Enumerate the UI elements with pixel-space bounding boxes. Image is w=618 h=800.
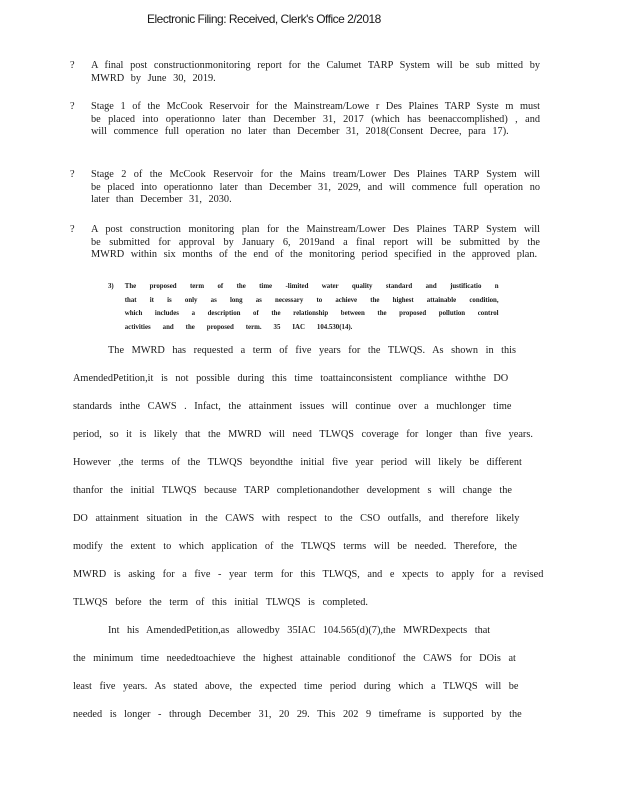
- body-line: The MWRD has requested a term of five years for the TLWQS. As shown in this: [108, 345, 517, 356]
- body-line: period, so it is likely that the MWRD will need TLWQS coverage for longer than five years.: [73, 429, 533, 440]
- body-line: least five years. As stated above, the expected time period during which a TLWQS will be: [73, 681, 519, 692]
- body-line: AmendedPetition,it is not possible during this time toattainconsistent compliance withthe DO: [73, 373, 509, 384]
- body-line: TLWQS before the term of this initial TLWQS is completed.: [73, 597, 368, 608]
- body-line: DO attainment situation in the CAWS with respect to the CSO outfalls, and therefore likely: [73, 513, 520, 524]
- bullet-text: Stage 1 of the McCook Reservoir for the Mainstream/Lowe r Des Plaines TARP Syste m must be placed into operationno later than December 31, 2017 (which has beenaccomplished) , and will commence full operation no later than December 31, 2018(Consent Decree, para 17).: [91, 101, 540, 137]
- body-line: needed is longer - through December 31, 20 29. This 202 9 timeframe is supported by the: [73, 709, 522, 720]
- bullet-mark: ?: [70, 60, 75, 71]
- bullet-mark: ?: [70, 169, 75, 180]
- list-item: [70, 60, 540, 85]
- bullet-text: A final post constructionmonitoring report for the Calumet TARP System will be sub mitted by MWRD by June 30, 2019.: [91, 60, 540, 84]
- body-line: MWRD is asking for a five - year term for this TLWQS, and e xpects to apply for a revised: [73, 569, 544, 580]
- filing-header: Electronic Filing: Received, Clerk's Office 2/2018: [147, 12, 381, 26]
- bullet-mark: ?: [70, 101, 75, 112]
- criterion-text: The proposed term of the time -limited water quality standard and justificatio n that it is only as long as necessary to achieve the highest attainable condition, which includes a description of the relationship between the proposed pollution control activities and the proposed term. 35 IAC 104.530(14).: [124, 281, 499, 331]
- body-line: standards inthe CAWS . Infact, the attainment issues will continue over a muchlonger time: [73, 401, 512, 412]
- body-line: However ,the terms of the TLWQS beyondthe initial five year period will likely be different: [73, 457, 522, 468]
- list-item: [70, 101, 540, 139]
- criterion-number: 3): [108, 281, 114, 290]
- body-line: Int his AmendedPetition,as allowedby 35IAC 104.565(d)(7),the MWRDexpects that: [108, 625, 491, 636]
- criterion-item: [108, 279, 499, 333]
- body-line: thanfor the initial TLWQS because TARP completionandother development s will change the: [73, 485, 512, 496]
- bullet-text: Stage 2 of the McCook Reservoir for the Mains tream/Lower Des Plaines TARP System will be placed into operationno later than December 31, 2029, and will commence full operation no later than December 31, 2030.: [91, 169, 540, 205]
- bullet-mark: ?: [70, 224, 75, 235]
- body-line: the minimum time neededtoachieve the highest attainable conditionof the CAWS for DOis at: [73, 653, 516, 664]
- body-line: modify the extent to which application of the TLWQS terms will be needed. Therefore, the: [73, 541, 518, 552]
- list-item: [70, 169, 540, 207]
- list-item: [70, 224, 540, 262]
- bullet-text: A post construction monitoring plan for the Mainstream/Lower Des Plaines TARP System will be submitted for approval by January 6, 2019and a final report will be submitted by the MWRD within six months of the end of the monitoring period specified in the approved plan.: [91, 224, 540, 260]
